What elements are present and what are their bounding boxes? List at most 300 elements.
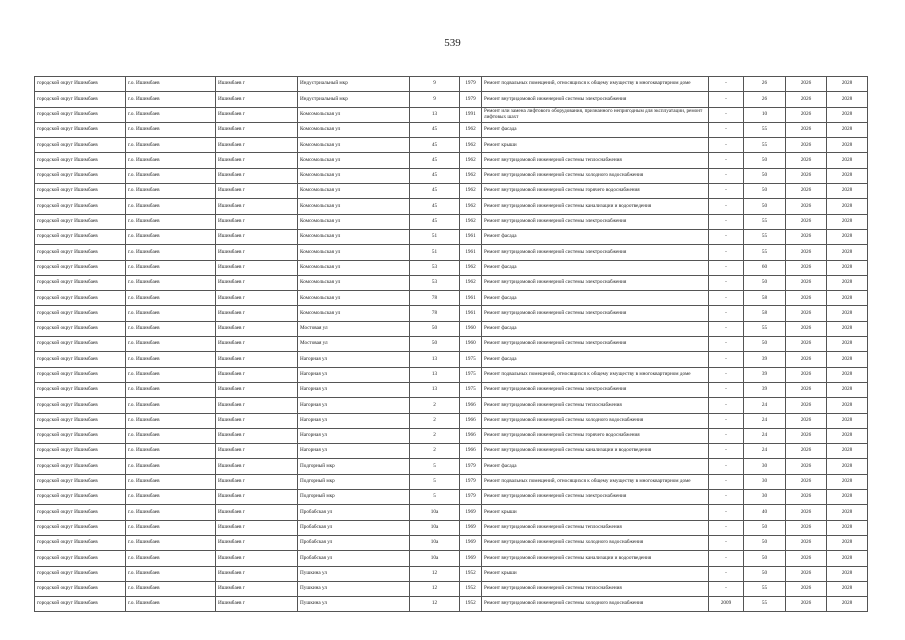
year-built-cell: 1979 [460,459,482,474]
street-cell: Комсомольская ул [298,107,410,122]
district-cell: г.о. Ишимбаев [126,122,216,137]
district-cell: г.о. Ишимбаев [126,520,216,535]
plan-start-year-cell: 2026 [786,92,827,107]
plan-end-year-cell: 2028 [827,245,868,260]
work-type-cell: Ремонт фасада [482,291,709,306]
house-number-cell: 50 [410,321,460,336]
plan-start-year-cell: 2026 [786,245,827,260]
wear-percent-cell: 50 [744,184,786,199]
repair-schedule-table [34,76,868,612]
year-built-cell: 1961 [460,229,482,244]
municipality-cell: городской округ Ишимбаев [35,382,126,397]
year-built-cell: 1966 [460,413,482,428]
table-row [35,260,868,275]
plan-end-year-cell: 2028 [827,321,868,336]
plan-start-year-cell: 2026 [786,505,827,520]
plan-start-year-cell: 2026 [786,597,827,612]
last-repair-year-cell: - [709,122,744,137]
year-built-cell: 1969 [460,535,482,550]
work-type-cell: Ремонт фасада [482,459,709,474]
wear-percent-cell: 26 [744,77,786,92]
locality-cell: Ишимбаев г [216,168,298,183]
locality-cell: Ишимбаев г [216,490,298,505]
year-built-cell: 1952 [460,597,482,612]
plan-end-year-cell: 2028 [827,459,868,474]
wear-percent-cell: 30 [744,490,786,505]
wear-percent-cell: 55 [744,229,786,244]
table-row [35,245,868,260]
locality-cell: Ишимбаев г [216,321,298,336]
district-cell: г.о. Ишимбаев [126,337,216,352]
year-built-cell: 1960 [460,337,482,352]
table-row [35,122,868,137]
work-type-cell: Ремонт фасада [482,260,709,275]
plan-end-year-cell: 2028 [827,275,868,290]
last-repair-year-cell: - [709,566,744,581]
last-repair-year-cell: - [709,291,744,306]
table-row [35,168,868,183]
municipality-cell: городской округ Ишимбаев [35,428,126,443]
house-number-cell: 2 [410,444,460,459]
house-number-cell: 51 [410,229,460,244]
street-cell: Подгорный мкр [298,459,410,474]
plan-end-year-cell: 2028 [827,184,868,199]
municipality-cell: городской округ Ишимбаев [35,413,126,428]
district-cell: г.о. Ишимбаев [126,92,216,107]
wear-percent-cell: 55 [744,597,786,612]
house-number-cell: 45 [410,153,460,168]
house-number-cell: 78 [410,291,460,306]
year-built-cell: 1952 [460,581,482,596]
plan-start-year-cell: 2026 [786,520,827,535]
locality-cell: Ишимбаев г [216,474,298,489]
locality-cell: Ишимбаев г [216,107,298,122]
district-cell: г.о. Ишимбаев [126,597,216,612]
year-built-cell: 1991 [460,107,482,122]
work-type-cell: Ремонт внутридомовой инженерной системы канализации и водоотведения [482,199,709,214]
work-type-cell: Ремонт крыши [482,138,709,153]
plan-start-year-cell: 2026 [786,184,827,199]
district-cell: г.о. Ишимбаев [126,505,216,520]
plan-end-year-cell: 2028 [827,597,868,612]
table-row [35,367,868,382]
last-repair-year-cell: - [709,229,744,244]
table-row [35,505,868,520]
plan-start-year-cell: 2026 [786,367,827,382]
work-type-cell: Ремонт фасада [482,321,709,336]
locality-cell: Ишимбаев г [216,291,298,306]
locality-cell: Ишимбаев г [216,337,298,352]
municipality-cell: городской округ Ишимбаев [35,168,126,183]
district-cell: г.о. Ишимбаев [126,428,216,443]
locality-cell: Ишимбаев г [216,352,298,367]
street-cell: Комсомольская ул [298,168,410,183]
district-cell: г.о. Ишимбаев [126,168,216,183]
plan-end-year-cell: 2028 [827,505,868,520]
house-number-cell: 45 [410,214,460,229]
wear-percent-cell: 55 [744,321,786,336]
table-row [35,229,868,244]
district-cell: г.о. Ишимбаев [126,352,216,367]
year-built-cell: 1962 [460,138,482,153]
locality-cell: Ишимбаев г [216,413,298,428]
year-built-cell: 1966 [460,428,482,443]
wear-percent-cell: 24 [744,444,786,459]
district-cell: г.о. Ишимбаев [126,367,216,382]
house-number-cell: 10а [410,505,460,520]
work-type-cell: Ремонт крыши [482,505,709,520]
plan-start-year-cell: 2026 [786,459,827,474]
plan-end-year-cell: 2028 [827,229,868,244]
last-repair-year-cell: - [709,413,744,428]
locality-cell: Ишимбаев г [216,275,298,290]
last-repair-year-cell: - [709,184,744,199]
year-built-cell: 1962 [460,184,482,199]
district-cell: г.о. Ишимбаев [126,214,216,229]
year-built-cell: 1969 [460,551,482,566]
table-row [35,535,868,550]
street-cell: Пробабская ул [298,520,410,535]
locality-cell: Ишимбаев г [216,398,298,413]
plan-end-year-cell: 2028 [827,337,868,352]
table-row [35,92,868,107]
plan-end-year-cell: 2028 [827,138,868,153]
last-repair-year-cell: - [709,77,744,92]
plan-end-year-cell: 2028 [827,428,868,443]
table-row [35,490,868,505]
municipality-cell: городской округ Ишимбаев [35,245,126,260]
plan-start-year-cell: 2026 [786,352,827,367]
wear-percent-cell: 55 [744,214,786,229]
table-row [35,321,868,336]
district-cell: г.о. Ишимбаев [126,535,216,550]
year-built-cell: 1975 [460,367,482,382]
municipality-cell: городской округ Ишимбаев [35,260,126,275]
table-row [35,337,868,352]
wear-percent-cell: 26 [744,92,786,107]
work-type-cell: Ремонт внутридомовой инженерной системы холодного водоснабжения [482,168,709,183]
house-number-cell: 10а [410,535,460,550]
street-cell: Нагорная ул [298,367,410,382]
district-cell: г.о. Ишимбаев [126,153,216,168]
district-cell: г.о. Ишимбаев [126,581,216,596]
wear-percent-cell: 55 [744,138,786,153]
municipality-cell: городской округ Ишимбаев [35,291,126,306]
last-repair-year-cell: - [709,398,744,413]
wear-percent-cell: 40 [744,505,786,520]
table-row [35,107,868,122]
table-row [35,138,868,153]
locality-cell: Ишимбаев г [216,505,298,520]
plan-start-year-cell: 2026 [786,382,827,397]
work-type-cell: Ремонт фасада [482,229,709,244]
plan-start-year-cell: 2026 [786,214,827,229]
wear-percent-cell: 39 [744,352,786,367]
table-row [35,520,868,535]
municipality-cell: городской округ Ишимбаев [35,321,126,336]
page-number: 539 [444,37,461,49]
table-row [35,153,868,168]
wear-percent-cell: 55 [744,581,786,596]
house-number-cell: 9 [410,92,460,107]
municipality-cell: городской округ Ишимбаев [35,214,126,229]
work-type-cell: Ремонт фасада [482,122,709,137]
last-repair-year-cell: - [709,581,744,596]
plan-end-year-cell: 2028 [827,382,868,397]
locality-cell: Ишимбаев г [216,153,298,168]
district-cell: г.о. Ишимбаев [126,306,216,321]
plan-start-year-cell: 2026 [786,444,827,459]
plan-end-year-cell: 2028 [827,444,868,459]
municipality-cell: городской округ Ишимбаев [35,107,126,122]
district-cell: г.о. Ишимбаев [126,107,216,122]
wear-percent-cell: 55 [744,245,786,260]
street-cell: Мостовая ул [298,321,410,336]
plan-start-year-cell: 2026 [786,566,827,581]
plan-end-year-cell: 2028 [827,474,868,489]
house-number-cell: 5 [410,474,460,489]
street-cell: Комсомольская ул [298,214,410,229]
last-repair-year-cell: - [709,107,744,122]
locality-cell: Ишимбаев г [216,597,298,612]
table-row [35,566,868,581]
street-cell: Комсомольская ул [298,245,410,260]
locality-cell: Ишимбаев г [216,260,298,275]
table-row [35,291,868,306]
street-cell: Комсомольская ул [298,306,410,321]
plan-end-year-cell: 2028 [827,260,868,275]
district-cell: г.о. Ишимбаев [126,77,216,92]
table-row [35,474,868,489]
wear-percent-cell: 39 [744,367,786,382]
year-built-cell: 1962 [460,260,482,275]
year-built-cell: 1960 [460,321,482,336]
plan-end-year-cell: 2028 [827,367,868,382]
year-built-cell: 1975 [460,382,482,397]
house-number-cell: 12 [410,597,460,612]
repair-schedule-table-container [34,76,867,612]
plan-end-year-cell: 2028 [827,107,868,122]
work-type-cell: Ремонт внутридомовой инженерной системы электроснабжения [482,382,709,397]
wear-percent-cell: 24 [744,428,786,443]
plan-start-year-cell: 2026 [786,398,827,413]
plan-end-year-cell: 2028 [827,551,868,566]
district-cell: г.о. Ишимбаев [126,413,216,428]
plan-end-year-cell: 2028 [827,413,868,428]
district-cell: г.о. Ишимбаев [126,551,216,566]
last-repair-year-cell: - [709,275,744,290]
last-repair-year-cell: - [709,428,744,443]
table-row [35,275,868,290]
street-cell: Нагорная ул [298,398,410,413]
plan-end-year-cell: 2028 [827,92,868,107]
year-built-cell: 1961 [460,291,482,306]
locality-cell: Ишимбаев г [216,459,298,474]
last-repair-year-cell: - [709,260,744,275]
locality-cell: Ишимбаев г [216,444,298,459]
last-repair-year-cell: - [709,245,744,260]
last-repair-year-cell: - [709,199,744,214]
house-number-cell: 12 [410,581,460,596]
district-cell: г.о. Ишимбаев [126,474,216,489]
street-cell: Индустриальный мкр [298,92,410,107]
work-type-cell: Ремонт внутридомовой инженерной системы электроснабжения [482,337,709,352]
municipality-cell: городской округ Ишимбаев [35,581,126,596]
house-number-cell: 50 [410,337,460,352]
wear-percent-cell: 58 [744,291,786,306]
plan-start-year-cell: 2026 [786,535,827,550]
municipality-cell: городской округ Ишимбаев [35,398,126,413]
plan-end-year-cell: 2028 [827,581,868,596]
municipality-cell: городской округ Ишимбаев [35,352,126,367]
district-cell: г.о. Ишимбаев [126,459,216,474]
locality-cell: Ишимбаев г [216,520,298,535]
plan-end-year-cell: 2028 [827,199,868,214]
street-cell: Индустриальный мкр [298,77,410,92]
table-row [35,214,868,229]
house-number-cell: 9 [410,77,460,92]
wear-percent-cell: 50 [744,275,786,290]
work-type-cell: Ремонт внутридомовой инженерной системы электроснабжения [482,306,709,321]
district-cell: г.о. Ишимбаев [126,382,216,397]
work-type-cell: Ремонт внутридомовой инженерной системы теплоснабжения [482,520,709,535]
wear-percent-cell: 58 [744,306,786,321]
plan-start-year-cell: 2026 [786,107,827,122]
district-cell: г.о. Ишимбаев [126,490,216,505]
municipality-cell: городской округ Ишимбаев [35,337,126,352]
year-built-cell: 1962 [460,275,482,290]
house-number-cell: 10а [410,551,460,566]
table-row [35,428,868,443]
work-type-cell: Ремонт внутридомовой инженерной системы электроснабжения [482,214,709,229]
plan-start-year-cell: 2026 [786,428,827,443]
last-repair-year-cell: - [709,153,744,168]
last-repair-year-cell: - [709,520,744,535]
wear-percent-cell: 55 [744,122,786,137]
work-type-cell: Ремонт внутридомовой инженерной системы теплоснабжения [482,153,709,168]
last-repair-year-cell: - [709,490,744,505]
plan-start-year-cell: 2026 [786,260,827,275]
street-cell: Пушкина ул [298,566,410,581]
municipality-cell: городской округ Ишимбаев [35,92,126,107]
plan-start-year-cell: 2026 [786,138,827,153]
table-row [35,398,868,413]
locality-cell: Ишимбаев г [216,122,298,137]
wear-percent-cell: 50 [744,535,786,550]
plan-start-year-cell: 2026 [786,413,827,428]
last-repair-year-cell: - [709,535,744,550]
last-repair-year-cell: - [709,168,744,183]
year-built-cell: 1979 [460,474,482,489]
street-cell: Пробабская ул [298,535,410,550]
plan-start-year-cell: 2026 [786,153,827,168]
district-cell: г.о. Ишимбаев [126,566,216,581]
locality-cell: Ишимбаев г [216,367,298,382]
table-row [35,352,868,367]
municipality-cell: городской округ Ишимбаев [35,551,126,566]
municipality-cell: городской округ Ишимбаев [35,306,126,321]
work-type-cell: Ремонт внутридомовой инженерной системы холодного водоснабжения [482,597,709,612]
municipality-cell: городской округ Ишимбаев [35,505,126,520]
year-built-cell: 1962 [460,214,482,229]
municipality-cell: городской округ Ишимбаев [35,520,126,535]
street-cell: Пушкина ул [298,581,410,596]
house-number-cell: 13 [410,107,460,122]
street-cell: Пробабская ул [298,505,410,520]
table-row [35,597,868,612]
work-type-cell: Ремонт подвальных помещений, относящихся к общему имуществу в многоквартирном доме [482,367,709,382]
plan-end-year-cell: 2028 [827,153,868,168]
year-built-cell: 1962 [460,168,482,183]
work-type-cell: Ремонт внутридомовой инженерной системы канализации и водоотведения [482,444,709,459]
year-built-cell: 1961 [460,245,482,260]
plan-end-year-cell: 2028 [827,352,868,367]
plan-start-year-cell: 2026 [786,306,827,321]
work-type-cell: Ремонт внутридомовой инженерной системы холодного водоснабжения [482,535,709,550]
work-type-cell: Ремонт подвальных помещений, относящихся к общему имуществу в многоквартирном доме [482,474,709,489]
plan-start-year-cell: 2026 [786,275,827,290]
table-row [35,306,868,321]
last-repair-year-cell: 2009 [709,597,744,612]
table-row [35,551,868,566]
municipality-cell: городской округ Ишимбаев [35,535,126,550]
wear-percent-cell: 39 [744,382,786,397]
wear-percent-cell: 24 [744,413,786,428]
last-repair-year-cell: - [709,352,744,367]
house-number-cell: 5 [410,490,460,505]
work-type-cell: Ремонт внутридомовой инженерной системы горячего водоснабжения [482,428,709,443]
house-number-cell: 45 [410,138,460,153]
street-cell: Нагорная ул [298,428,410,443]
municipality-cell: городской округ Ишимбаев [35,275,126,290]
wear-percent-cell: 50 [744,199,786,214]
municipality-cell: городской округ Ишимбаев [35,367,126,382]
house-number-cell: 13 [410,352,460,367]
house-number-cell: 78 [410,306,460,321]
street-cell: Комсомольская ул [298,229,410,244]
plan-start-year-cell: 2026 [786,229,827,244]
district-cell: г.о. Ишимбаев [126,199,216,214]
municipality-cell: городской округ Ишимбаев [35,153,126,168]
house-number-cell: 53 [410,260,460,275]
table-row [35,199,868,214]
wear-percent-cell: 50 [744,337,786,352]
plan-end-year-cell: 2028 [827,291,868,306]
street-cell: Комсомольская ул [298,291,410,306]
locality-cell: Ишимбаев г [216,428,298,443]
last-repair-year-cell: - [709,551,744,566]
house-number-cell: 45 [410,168,460,183]
table-row [35,413,868,428]
locality-cell: Ишимбаев г [216,138,298,153]
year-built-cell: 1961 [460,306,482,321]
municipality-cell: городской округ Ишимбаев [35,490,126,505]
locality-cell: Ишимбаев г [216,214,298,229]
street-cell: Комсомольская ул [298,122,410,137]
last-repair-year-cell: - [709,321,744,336]
wear-percent-cell: 50 [744,551,786,566]
year-built-cell: 1969 [460,505,482,520]
plan-start-year-cell: 2026 [786,199,827,214]
last-repair-year-cell: - [709,138,744,153]
house-number-cell: 51 [410,245,460,260]
municipality-cell: городской округ Ишимбаев [35,122,126,137]
year-built-cell: 1979 [460,490,482,505]
district-cell: г.о. Ишимбаев [126,321,216,336]
year-built-cell: 1962 [460,199,482,214]
last-repair-year-cell: - [709,214,744,229]
plan-start-year-cell: 2026 [786,490,827,505]
